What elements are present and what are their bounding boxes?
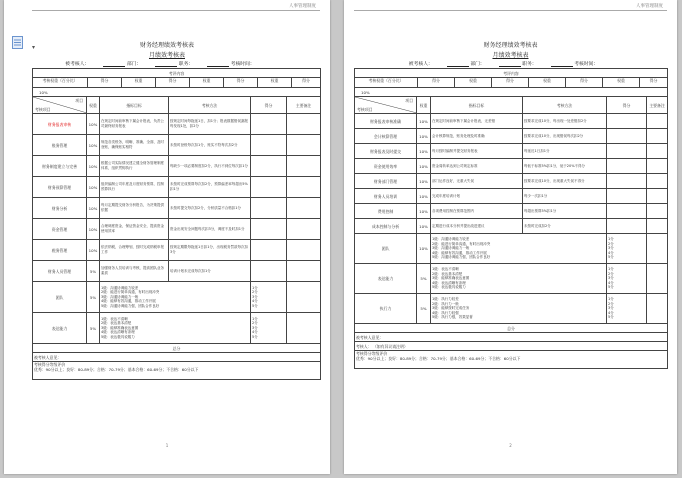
column-header-row — [355, 97, 668, 114]
remark-cell[interactable] — [647, 189, 668, 204]
score-cell[interactable] — [607, 129, 647, 144]
table-row — [33, 240, 321, 261]
signature-note: （如有异议请注明） — [372, 343, 408, 349]
level-list-cell — [431, 294, 607, 324]
target-cell: 规范各类账务，明晰、准确、全面、及时登账，确保账实相符 — [100, 135, 169, 156]
level-score: 2分 — [252, 321, 258, 326]
level-score: 3分 — [608, 246, 614, 251]
target-cell: 各项费用控制在预算范围内 — [431, 204, 523, 219]
comments-label: 被考核人意见： — [33, 353, 321, 362]
page-number: 2 — [509, 443, 512, 448]
level-item: 2级：表达基本清楚 — [101, 321, 132, 326]
rating-title: 考核得分等级评价 — [34, 362, 66, 367]
assessment-table — [32, 68, 321, 380]
department-blank[interactable] — [499, 62, 521, 67]
remark-cell[interactable] — [287, 198, 321, 219]
method-cell: 未按时登账每次扣1分，账实不符每次扣2分 — [169, 135, 251, 156]
weight-cell: 10% — [417, 129, 431, 144]
level-item: 3级：能够按时完成任务 — [432, 306, 470, 311]
position-blank[interactable] — [551, 62, 573, 67]
weights-row — [33, 78, 321, 88]
target-cell: 每月按时编制并提交财务报表 — [431, 144, 523, 159]
level-item: 5级：沟通协调能力强，团队合作良好 — [432, 255, 491, 260]
remark-cell[interactable] — [287, 282, 321, 313]
level-item: 4级：表达清晰有条理 — [432, 280, 466, 285]
weight-cell: 得分 — [649, 78, 658, 83]
item-cell: 财务报表及时提交 — [355, 144, 417, 159]
assessment-table — [354, 68, 668, 369]
assessee-info-line — [4, 60, 330, 67]
remark-cell[interactable] — [647, 294, 668, 324]
level-score: 3分 — [252, 325, 258, 330]
table-row — [33, 156, 321, 177]
level-item: 5级：沟通协调能力强，团队合作良好 — [101, 303, 160, 308]
header-rule — [354, 10, 667, 11]
score-cell[interactable] — [251, 135, 287, 156]
header-rule — [32, 10, 320, 11]
level-item: 5级：表达极具说服力 — [101, 334, 135, 339]
item-cell: 税务管理 — [33, 240, 87, 261]
method-cell: 每缺少一项必要制度扣2分，执行不到位每次扣1分 — [169, 156, 251, 177]
score-cell[interactable] — [607, 174, 647, 189]
page-header-text: 人事管理制度 — [289, 4, 316, 9]
method-cell: 按要求完成10分，出现错误每次扣2分 — [523, 129, 607, 144]
remark-cell[interactable] — [287, 156, 321, 177]
subtitle-text: 月绩效考核表 — [492, 52, 529, 59]
score-cell[interactable] — [607, 219, 647, 234]
weight-cell: 10% — [417, 219, 431, 234]
remark-header: 主要备注 — [647, 97, 668, 114]
document-page-2 — [344, 0, 677, 474]
weight-cell: 得分 — [224, 78, 258, 87]
level-score: 5分 — [252, 303, 258, 308]
weight-percent: 10% — [355, 88, 668, 97]
level-list-cell — [100, 313, 251, 344]
table-row — [33, 282, 321, 313]
level-list-cell — [431, 234, 607, 264]
level-item: 1级：沟通协调能力较差 — [432, 237, 470, 242]
target-cell: 部门运作良好，无重大失误 — [431, 174, 523, 189]
target-cell: 加强财务人员培训与考核，提高团队业务素质 — [100, 261, 169, 282]
score-cell[interactable] — [251, 114, 287, 135]
level-item: 4级：执行力较强 — [432, 310, 459, 315]
position-blank[interactable] — [207, 62, 229, 67]
table-row — [33, 135, 321, 156]
level-item: 4级：能够有效沟通，推动工作开展 — [101, 299, 156, 304]
table-row — [355, 189, 668, 204]
subtitle-text: 月绩效考核表 — [148, 52, 185, 59]
diagonal-bottom-label: 考核项目 — [35, 107, 51, 112]
table-row — [355, 264, 668, 294]
item-cell: 表达能力 — [33, 313, 87, 344]
remark-cell[interactable] — [287, 114, 321, 135]
page-header-text: 人事管理制度 — [636, 4, 663, 9]
table-row — [355, 204, 668, 219]
level-score-cell — [607, 294, 647, 324]
item-cell: 执行力 — [355, 294, 417, 324]
remark-cell[interactable] — [647, 264, 668, 294]
level-list-cell — [100, 282, 251, 313]
target-cell: 依法纳税，合理筹划，按时完成纳税申报工作 — [100, 240, 169, 261]
item-cell: 团队 — [33, 282, 87, 313]
item-cell: 表达能力 — [355, 264, 417, 294]
remark-cell[interactable] — [287, 135, 321, 156]
total-label: 总分 — [355, 324, 668, 333]
rating-box — [33, 362, 321, 380]
remark-cell[interactable] — [287, 240, 321, 261]
page-number: 1 — [165, 443, 169, 448]
method-cell: 按要求完成10分，每出现一处差错扣2分 — [523, 114, 607, 129]
rating-text: 优秀：90分以上；良好：80-89分；合格：70-79分；基本合格：60-69分；不合格：60分以下 — [34, 367, 199, 372]
weight-cell: 得分 — [302, 78, 310, 83]
weight-cell: 10% — [417, 159, 431, 174]
level-item: 5级：执行力强，效果显著 — [432, 315, 473, 320]
remark-cell[interactable] — [647, 129, 668, 144]
level-score: 2分 — [252, 290, 258, 295]
document-subtitle — [344, 50, 677, 59]
weight-cell: 5% — [87, 261, 100, 282]
method-cell: 未按时完成扣2分 — [523, 219, 607, 234]
weight-label: 考核权重（百分比） — [355, 78, 418, 87]
weight-cell: 5% — [417, 264, 431, 294]
score-cell[interactable] — [607, 144, 647, 159]
table-row — [355, 114, 668, 129]
level-score: 5分 — [608, 285, 614, 290]
method-cell: 每延迟1日扣1分 — [523, 144, 607, 159]
method-cell: 培训计划未完成每次扣1分 — [169, 261, 251, 282]
method-cell: 未按时完成预算每次扣2分，预算偏差率每超出5%扣1分 — [169, 177, 251, 198]
level-list-cell — [431, 264, 607, 294]
remark-cell[interactable] — [287, 219, 321, 240]
remark-cell[interactable] — [287, 261, 321, 282]
item-cell: 财务制度建立与完善 — [33, 156, 87, 177]
level-item: 3级：沟通协调能力一般 — [432, 246, 470, 251]
weight-header: 权重 — [87, 97, 100, 114]
weight-cell: 得分 — [492, 78, 529, 87]
level-score: 1分 — [608, 237, 614, 242]
table-row — [355, 219, 668, 234]
table-row — [355, 159, 668, 174]
level-item: 2级：执行力一般 — [432, 301, 459, 306]
score-cell[interactable] — [251, 198, 287, 219]
weight-cell: 得分 — [566, 78, 603, 87]
weight-cell: 5% — [417, 294, 431, 324]
score-cell[interactable] — [251, 261, 287, 282]
weight-cell: 10% — [87, 114, 100, 135]
assessee-name-label: 被考核人： — [408, 62, 433, 67]
method-cell: 每超出预算5%扣1分 — [523, 204, 607, 219]
level-item: 5级：表达极具说服力 — [432, 285, 466, 290]
level-score: 5分 — [608, 315, 614, 320]
level-score: 4分 — [608, 280, 614, 285]
level-score: 4分 — [252, 330, 258, 335]
assessment-date-label: 考核时间： — [230, 62, 255, 67]
level-item: 1级：沟通协调能力较差 — [101, 285, 139, 290]
table-row — [355, 129, 668, 144]
assessee-info-line — [344, 60, 677, 67]
weight-cell: 10% — [87, 198, 100, 219]
method-cell: 每低于标准5%扣1分，低于20%不得分 — [523, 159, 607, 174]
remark-cell[interactable] — [647, 204, 668, 219]
level-score: 3分 — [608, 306, 614, 311]
table-row — [33, 114, 321, 135]
method-cell: 每少一次扣1分 — [523, 189, 607, 204]
score-cell[interactable] — [251, 156, 287, 177]
score-cell[interactable] — [251, 177, 287, 198]
weight-cell: 10% — [417, 114, 431, 129]
name-blank[interactable] — [447, 62, 469, 67]
assessee-name-label: 被考核人： — [65, 62, 90, 67]
section-label: 考评内容 — [33, 69, 321, 78]
method-header: 考核方法 — [169, 97, 251, 114]
level-score: 4分 — [608, 250, 614, 255]
level-score-cell — [251, 282, 287, 313]
method-header: 考核方法 — [523, 97, 607, 114]
level-item: 2级：表达基本清楚 — [432, 271, 463, 276]
table-row — [33, 313, 321, 344]
table-row — [33, 177, 321, 198]
score-cell[interactable] — [251, 240, 287, 261]
diagonal-bottom-label: 考核项目 — [357, 107, 373, 112]
document-title: 财务经理绩效考核表 — [139, 42, 194, 49]
level-item: 1级：执行力较差 — [432, 297, 459, 302]
weight-cell: 5% — [87, 313, 100, 344]
level-item: 3级：能够准确表达意图 — [101, 325, 139, 330]
rating-title: 考核得分等级评价 — [356, 351, 388, 356]
score-cell[interactable] — [251, 219, 287, 240]
level-item: 1级：表达不清晰 — [101, 316, 128, 321]
weight-cell: 权重 — [258, 78, 292, 87]
table-row — [355, 144, 668, 159]
level-score: 1分 — [252, 316, 258, 321]
method-cell: 资金出现安全问题每次扣3分，调度不及时扣1分 — [169, 219, 251, 240]
weight-cell: 10% — [87, 156, 100, 177]
item-cell: 财务分析 — [33, 198, 87, 219]
name-blank[interactable] — [103, 62, 125, 67]
level-item: 4级：表达清晰有条理 — [101, 330, 135, 335]
assessment-date-label: 考核时间： — [574, 62, 599, 67]
weight-cell: 得分 — [156, 78, 190, 87]
item-cell: 财务报表审核准确 — [355, 114, 417, 129]
table-row — [355, 294, 668, 324]
column-header-row — [33, 97, 321, 114]
department-blank[interactable] — [155, 62, 177, 67]
signature-line — [355, 342, 668, 351]
level-score: 4分 — [608, 310, 614, 315]
department-label: 部门： — [470, 62, 485, 67]
target-cell: 组织编制公司年度及月度财务预算，控制预算执行 — [100, 177, 169, 198]
rating-box — [355, 351, 668, 369]
target-cell: 合理调度资金，保证资金安全，提高资金使用效率 — [100, 219, 169, 240]
level-item: 3级：能够准确表达意图 — [432, 276, 470, 281]
remark-cell[interactable] — [287, 177, 321, 198]
level-score: 5分 — [608, 255, 614, 260]
weight-cell: 10% — [417, 174, 431, 189]
weight-cell: 10% — [417, 189, 431, 204]
weight-cell: 10% — [417, 234, 431, 264]
remark-cell[interactable] — [647, 219, 668, 234]
target-header: 指标目标 — [431, 97, 523, 114]
weight-cell: 得分 — [418, 78, 455, 87]
table-row — [355, 174, 668, 189]
remark-cell[interactable] — [647, 144, 668, 159]
score-cell[interactable] — [607, 159, 647, 174]
item-cell: 财务报表审核 — [33, 114, 87, 135]
method-cell: 按规定期限每拖延1日扣1分，出现税务罚款每次扣3分 — [169, 240, 251, 261]
score-cell[interactable] — [607, 189, 647, 204]
weight-cell: 10% — [87, 219, 100, 240]
level-score: 2分 — [608, 301, 614, 306]
target-header: 指标目标 — [100, 97, 169, 114]
weight-cell: 权重 — [529, 78, 566, 87]
remark-cell[interactable] — [647, 114, 668, 129]
item-cell: 团队 — [355, 234, 417, 264]
table-row — [33, 198, 321, 219]
remark-header: 主要备注 — [287, 97, 321, 114]
target-cell: 在规定时间前审核下属会计报表，负责公司最终财务报表 — [100, 114, 169, 135]
position-label: 职务： — [178, 62, 194, 67]
level-score: 3分 — [252, 294, 258, 299]
weight-cell: 10% — [417, 204, 431, 219]
level-score-cell — [251, 313, 287, 344]
method-cell: 未按时提交每次扣2分，分析质量不合格扣1分 — [169, 198, 251, 219]
section-label: 考评内容 — [355, 69, 668, 78]
weight-cell: 权重 — [603, 78, 640, 87]
comments-label: 被考核人意见： — [355, 333, 668, 342]
score-header: 得分 — [607, 97, 647, 114]
remark-cell[interactable] — [647, 174, 668, 189]
level-score: 2分 — [608, 241, 614, 246]
item-cell: 财务预算管理 — [33, 177, 87, 198]
level-score: 3分 — [608, 276, 614, 281]
weight-cell: 10% — [87, 135, 100, 156]
level-item: 1级：表达不清晰 — [432, 267, 459, 272]
level-score: 2分 — [608, 271, 614, 276]
table-row — [355, 234, 668, 264]
item-cell: 资金管理 — [33, 219, 87, 240]
item-cell: 账务管理 — [33, 135, 87, 156]
remark-cell[interactable] — [647, 234, 668, 264]
score-header: 得分 — [251, 97, 287, 114]
weight-cell: 权重 — [190, 78, 224, 87]
total-label: 总分 — [33, 344, 321, 353]
level-item: 2级：能进行简单沟通，有时出现冲突 — [101, 290, 160, 295]
diagonal-top-label: 项目 — [405, 98, 413, 103]
weight-label: 考核权重（百分比） — [33, 78, 88, 87]
collapse-arrow-icon[interactable]: ▾ — [32, 44, 36, 51]
method-cell: 按要求完成10分，出现重大失误不得分 — [523, 174, 607, 189]
diagonal-header-cell — [33, 97, 87, 114]
department-label: 部门： — [126, 62, 142, 67]
weight-header: 权重 — [417, 97, 431, 114]
weight-cell: 10% — [87, 177, 100, 198]
signature-label: 考核人： — [356, 343, 372, 349]
target-cell: 完成年度培训计划 — [431, 189, 523, 204]
target-cell: 每月定期提交财务分析报告，为决策提供依据 — [100, 198, 169, 219]
weight-cell: 权重 — [122, 78, 156, 87]
diagonal-top-label: 项目 — [75, 98, 83, 103]
weight-cell: 5% — [87, 282, 100, 313]
table-row — [33, 219, 321, 240]
weight-cell: 得分 — [88, 78, 122, 87]
score-cell[interactable] — [607, 204, 647, 219]
item-cell: 资金使用效率 — [355, 159, 417, 174]
level-score: 1分 — [252, 285, 258, 290]
target-cell: 根据公司实际情况建立健全财务管理制度体系，组织贯彻执行 — [100, 156, 169, 177]
rating-text: 优秀：90分以上；良好：80-89分；合格：70-79分；基本合格：60-69分；不合格：60分以下 — [356, 356, 521, 361]
item-cell: 财务人员培训 — [355, 189, 417, 204]
level-score: 1分 — [608, 297, 614, 302]
document-page-1 — [4, 0, 330, 474]
target-cell: 定期进行成本分析并提出改进建议 — [431, 219, 523, 234]
level-item: 4级：能够有效沟通，推动工作开展 — [432, 250, 487, 255]
item-cell: 成本控制与分析 — [355, 219, 417, 234]
score-cell[interactable] — [607, 114, 647, 129]
weight-percent: 10% — [33, 88, 321, 97]
item-cell: 会计核算管理 — [355, 129, 417, 144]
level-score: 5分 — [252, 334, 258, 339]
target-cell: 资金周转率达到公司规定标准 — [431, 159, 523, 174]
weight-cell: 10% — [417, 144, 431, 159]
level-item: 3级：沟通协调能力一般 — [101, 294, 139, 299]
position-label: 职务： — [522, 62, 537, 67]
table-row — [33, 261, 321, 282]
diagonal-header-cell — [355, 97, 417, 114]
remark-cell[interactable] — [647, 159, 668, 174]
target-cell: 在规定时间前审核下属会计报表，无差错 — [431, 114, 523, 129]
document-title: 财务经理绩效考核表 — [483, 42, 538, 49]
remark-cell[interactable] — [287, 313, 321, 344]
level-score: 4分 — [252, 299, 258, 304]
level-score-cell — [607, 234, 647, 264]
item-cell: 财务人员管理 — [33, 261, 87, 282]
level-item: 2级：能进行简单沟通，有时出现冲突 — [432, 241, 491, 246]
level-score: 1分 — [608, 267, 614, 272]
document-subtitle — [4, 50, 330, 59]
weight-cell: 权重 — [455, 78, 492, 87]
weight-cell: 10% — [87, 240, 100, 261]
item-cell: 财务部门管理 — [355, 174, 417, 189]
item-cell: 费用控制 — [355, 204, 417, 219]
target-cell: 会计核算规范，账务处理及时准确 — [431, 129, 523, 144]
weights-row — [355, 78, 668, 88]
method-cell: 按规定时间每拖延1日，扣1分；报表数据错误漏报每发现1处，扣2分 — [169, 114, 251, 135]
level-score-cell — [607, 264, 647, 294]
